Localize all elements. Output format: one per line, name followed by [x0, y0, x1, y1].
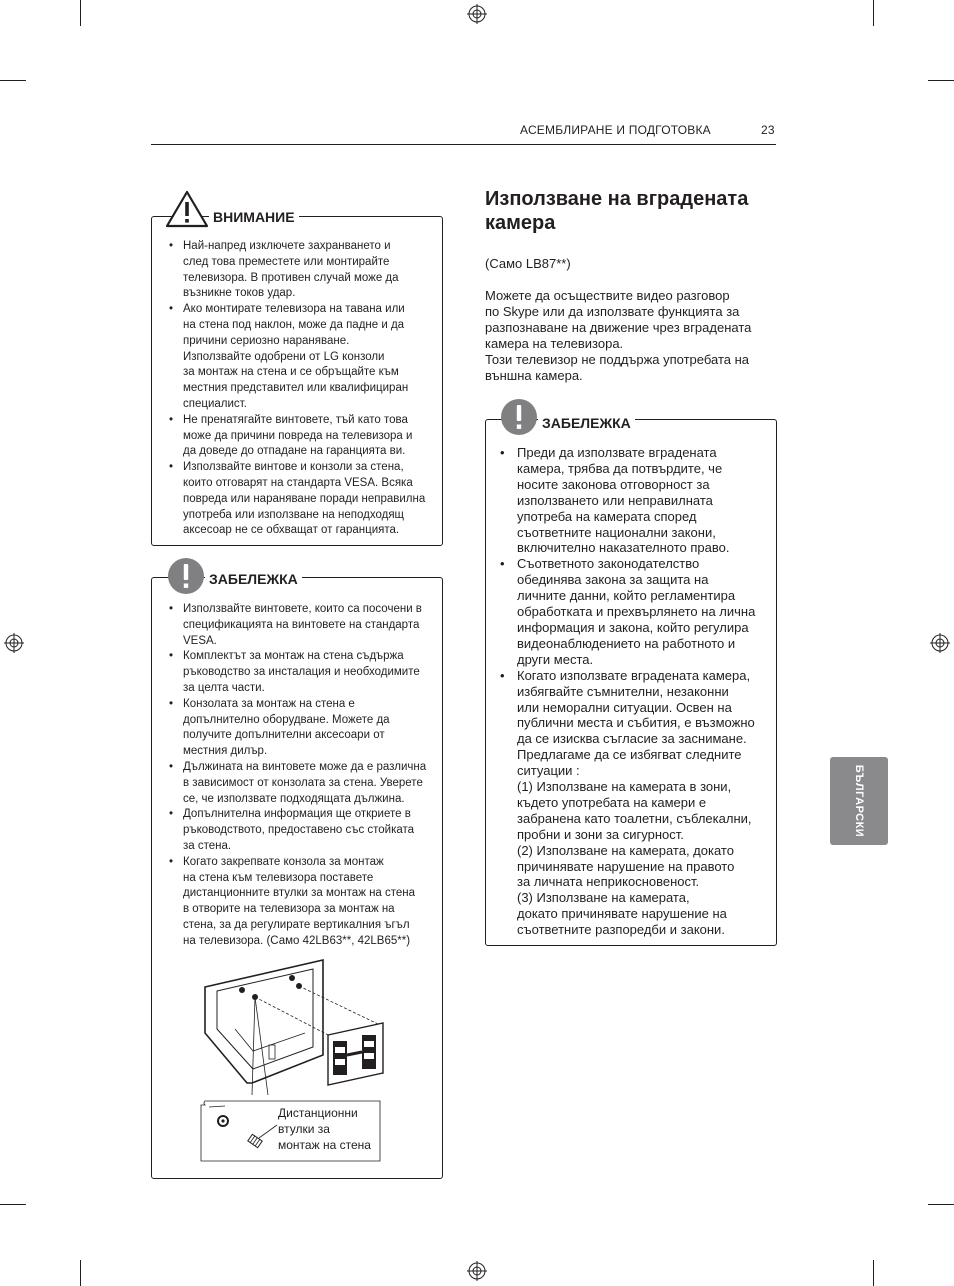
crop-mark [873, 0, 874, 26]
note-left-list [169, 602, 431, 950]
section-title: Използване на вградената камера [485, 188, 749, 234]
crop-mark [928, 1204, 954, 1205]
crop-mark [0, 80, 26, 81]
header-rule [151, 144, 776, 145]
list-item: • Използвайте винтовете, които са посочени в спецификацията на винтовете на стандарта VESA. [169, 602, 431, 649]
running-header: АСЕМБЛИРАНЕ И ПОДГОТОВКА [520, 123, 711, 137]
caution-list [169, 239, 431, 539]
spacer-caption: Дистанционни втулки за монтаж на стена [278, 1106, 371, 1152]
list-item: • Допълнителна информация ще откриете в ръководството, предоставено със стойката за стена. [169, 807, 431, 854]
list-item: • Най-напред изключете захранването и след това преместете или монтирайте телевизора. В противен случай може да възникне токов удар. [169, 239, 431, 302]
registration-mark-icon [467, 4, 487, 24]
crop-mark [928, 80, 954, 81]
note-right-title: ЗАБЕЛЕЖКА [538, 415, 635, 431]
exclamation-icon [167, 557, 205, 595]
registration-mark-icon [930, 633, 950, 653]
warning-triangle-icon [165, 190, 209, 228]
exclamation-icon [500, 398, 538, 436]
list-item: • Конзолата за монтаж на стена е допълнително оборудване. Можете да получите допълнителни аксесоари от местния дилър. [169, 697, 431, 760]
intro-paragraph: Можете да осъществите видео разговор по Skype или да използвате функцията за разпознаване на движение чрез вградената камера на телевизора. Този телевизор не поддържа употребата на външна камера. [485, 288, 752, 383]
crop-mark [873, 1260, 874, 1286]
registration-mark-icon [4, 633, 24, 653]
language-tab-label: БЪЛГАРСКИ [853, 764, 865, 838]
list-item: • Когато използвате вградената камера, избягвайте съмнителни, незаконни или неморални ситуации. Освен на публични места и събития, е възможно да се изисква съгласие за заснимане. Предлагаме да се избягват следните ситуации : (1) Използване на камерата в зони, където употребата на камери е забранена като тоалетни, съблекални, пробни и зони за сигурност. (2) Използване на камерата, докато причинявате нарушение на правото за личната неприкосновеност. (3) Използване на камерата, докато причинявате нарушение на съответните разпоредби и закони. [500, 668, 770, 938]
list-item: • Когато закрепвате конзола за монтаж на стена към телевизора поставете дистанционните втулки за монтаж на стена в отворите на телевизора за монтаж на стена, за да регулирате вертикалния ъгъл на телевизора. (Само 42LB63**, 42LB65**) [169, 855, 431, 950]
crop-mark [0, 1204, 26, 1205]
list-item: • Не пренатягайте винтовете, тъй като това може да причини повреда на телевизора и да доведе до отпадане на гаранцията ви. [169, 413, 431, 460]
language-tab [830, 757, 888, 845]
list-item: • Използвайте винтове и конзоли за стена, които отговарят на стандарта VESA. Всяка повреда или нараняване поради неправилна употреба или използване на неподходящ аксесоар не се обхващат от гаранцията. [169, 460, 431, 539]
list-item: • Съответното законодателство обединява закона за защита на личните данни, който регламентира обработката и прехвърлянето на лична информация и закона, който регулира видеонаблюдението на работното и други места. [500, 556, 770, 667]
note-left-title: ЗАБЕЛЕЖКА [205, 571, 302, 587]
page-number: 23 [761, 123, 775, 137]
crop-mark [80, 0, 81, 26]
list-item: • Комплектът за монтаж на стена съдържа ръководство за инсталация и необходимите за целта части. [169, 649, 431, 696]
caution-title: ВНИМАНИЕ [209, 209, 299, 225]
crop-mark [80, 1260, 81, 1286]
model-note: (Само LB87**) [485, 256, 571, 271]
registration-mark-icon [467, 1261, 487, 1281]
list-item: • Преди да използвате вградената камера, трябва да потвърдите, че носите законова отговорност за използването или неправилната употреба на камерата според съответните национални закони, включително наказателното право. [500, 445, 770, 556]
note-right-list [500, 445, 770, 938]
list-item: • Ако монтирате телевизора на тавана или на стена под наклон, може да падне и да причини сериозно нараняване. Използвайте одобрени от LG конзоли за монтаж на стена и се обръщайте към местния представител или квалифициран специалист. [169, 302, 431, 413]
list-item: • Дължината на винтовете може да е различна в зависимост от конзолата за стена. Уверете се, че използвате подходящата дължина. [169, 760, 431, 807]
